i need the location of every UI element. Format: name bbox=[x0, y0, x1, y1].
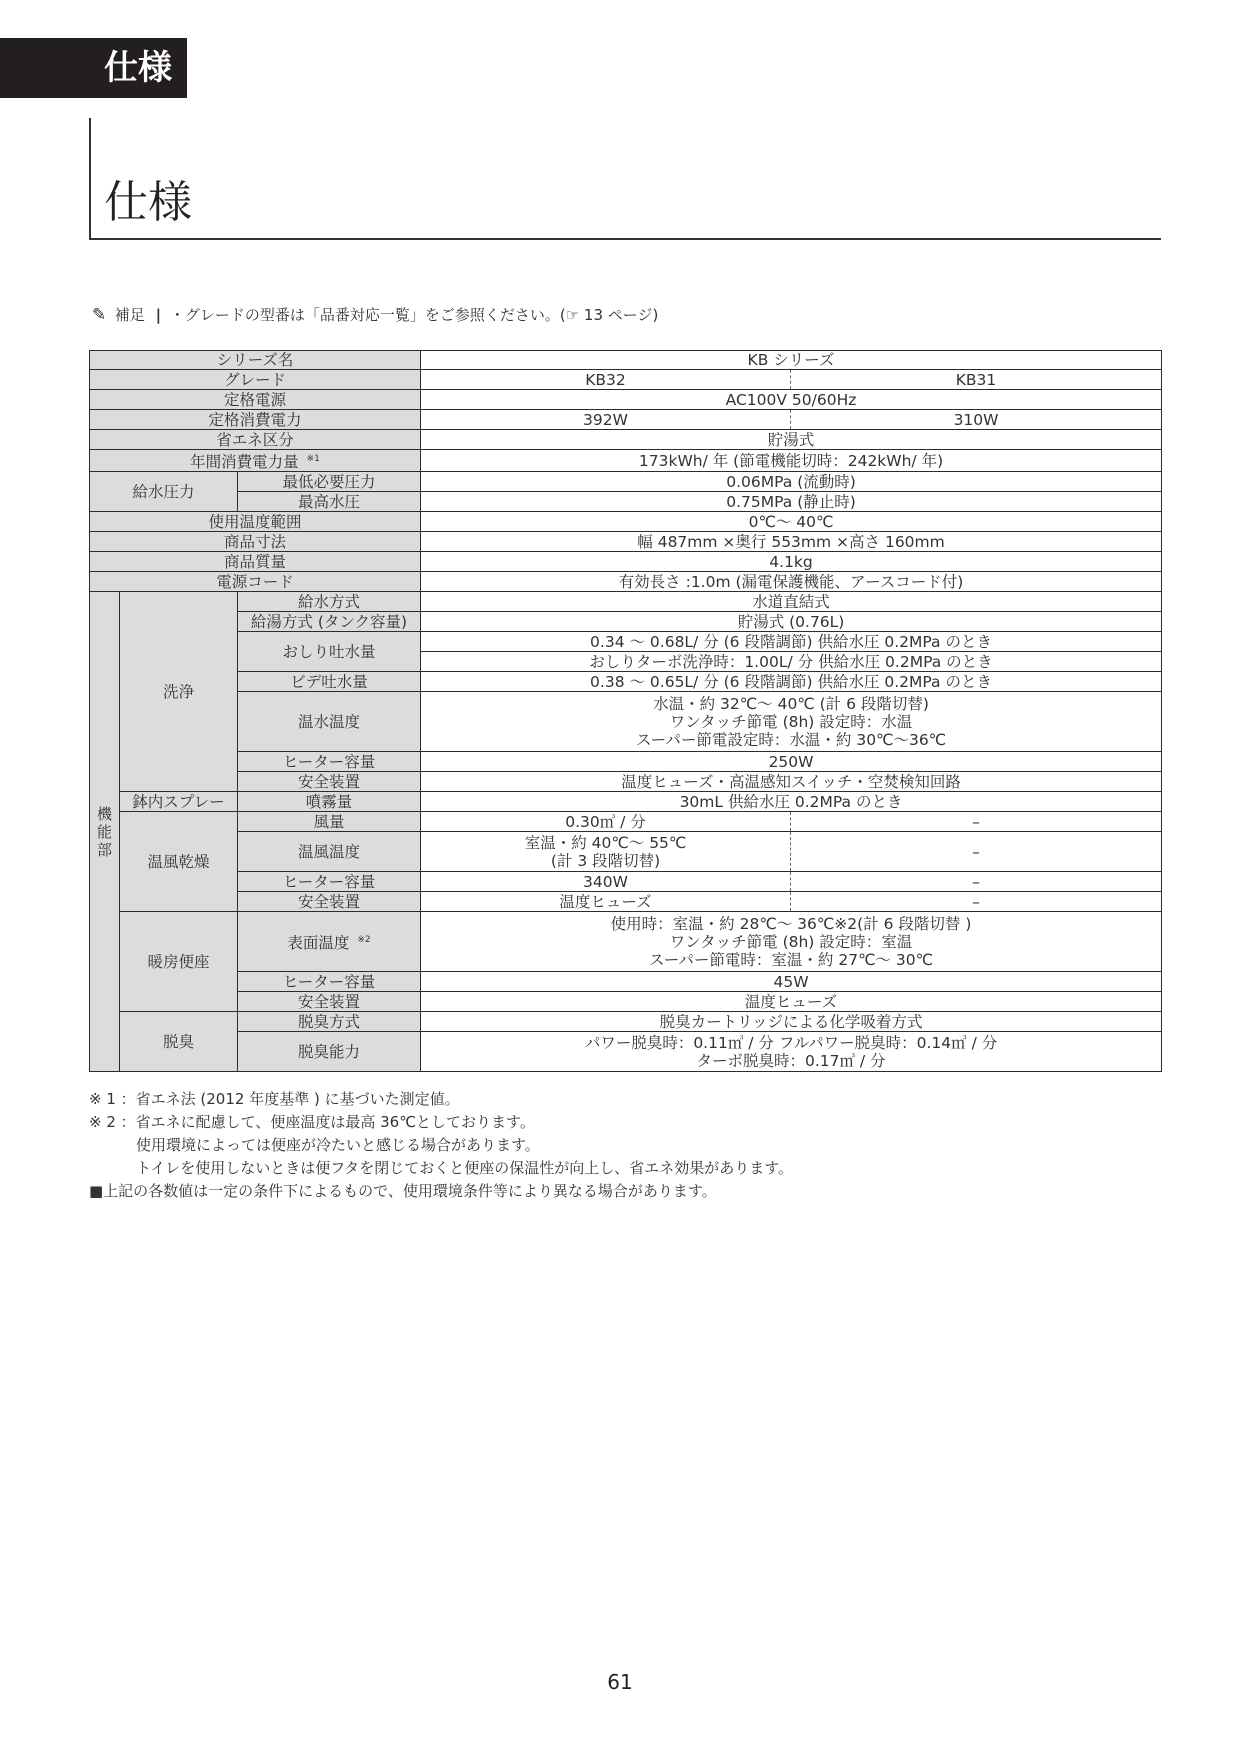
series-label: シリーズ名 bbox=[90, 351, 421, 370]
spray-group-label: 鉢内スプレー bbox=[120, 792, 238, 812]
spec-table bbox=[89, 350, 1162, 1072]
table-row bbox=[90, 632, 1162, 652]
wash-group-label: 洗浄 bbox=[120, 592, 238, 792]
deodor-ability-value: パワー脱臭時：0.11㎥ / 分 フルパワー脱臭時：0.14㎥ / 分 ターボ脱臭時：0.17㎥ / 分 bbox=[421, 1032, 1162, 1072]
dryer-heater-label: ヒーター容量 bbox=[238, 872, 421, 892]
wash-oshiri-line2: おしりターボ洗浄時：1.00L/ 分 供給水圧 0.2MPa のとき bbox=[421, 652, 1162, 672]
table-row bbox=[90, 592, 1162, 612]
section-tab: 仕様 bbox=[0, 38, 187, 98]
wash-safety-value: 温度ヒューズ・高温感知スイッチ・空焚検知回路 bbox=[421, 772, 1162, 792]
wash-water-temp-value: 水温・約 32℃～ 40℃ (計 6 段階切替) ワンタッチ節電 (8h) 設定時：水温 スーパー節電設定時：水温・約 30℃～36℃ bbox=[421, 692, 1162, 752]
annual-label: 年間消費電力量 bbox=[190, 453, 299, 471]
wash-heat-method-value: 貯湯式 (0.76L) bbox=[421, 612, 1162, 632]
weight-label: 商品質量 bbox=[90, 552, 421, 572]
table-row bbox=[90, 430, 1162, 450]
table-row bbox=[90, 832, 1162, 872]
table-row bbox=[90, 792, 1162, 812]
supplement-note bbox=[92, 303, 658, 327]
dryer-heater-kb31: – bbox=[791, 872, 1162, 892]
spray-amount-label: 噴霧量 bbox=[238, 792, 421, 812]
page-title: 仕様 bbox=[104, 177, 192, 228]
seat-safety-label: 安全装置 bbox=[238, 992, 421, 1012]
seat-heater-label: ヒーター容量 bbox=[238, 972, 421, 992]
note-text: ・グレードの型番は「品番対応一覧」をご参照ください。(☞ 13 ページ) bbox=[169, 306, 659, 324]
table-row bbox=[90, 552, 1162, 572]
wash-heater-label: ヒーター容量 bbox=[238, 752, 421, 772]
table-row bbox=[90, 992, 1162, 1012]
page-number: 61 bbox=[607, 1670, 633, 1694]
table-row bbox=[90, 410, 1162, 430]
size-value: 幅 487mm ×奥行 553mm ×高さ 160mm bbox=[421, 532, 1162, 552]
deodor-method-value: 脱臭カートリッジによる化学吸着方式 bbox=[421, 1012, 1162, 1032]
dryer-group-label: 温風乾燥 bbox=[120, 812, 238, 912]
function-section-label: 機 能 部 bbox=[90, 592, 120, 1072]
table-row bbox=[90, 1012, 1162, 1032]
grade-kb32: KB32 bbox=[421, 370, 791, 390]
pressure-label: 給水圧力 bbox=[90, 472, 238, 512]
pressure-max-value: 0.75MPa (静止時) bbox=[421, 492, 1162, 512]
annual-value: 173kWh/ 年 (節電機能切時：242kWh/ 年) bbox=[421, 450, 1162, 472]
title-rule-vertical bbox=[89, 118, 91, 240]
dryer-heater-kb32: 340W bbox=[421, 872, 791, 892]
dryer-air-temp-kb32: 室温・約 40℃～ 55℃ (計 3 段階切替) bbox=[421, 832, 791, 872]
table-row bbox=[90, 572, 1162, 592]
footnote-3: ■上記の各数値は一定の条件下によるもので、使用環境条件等により異なる場合があります。 bbox=[89, 1182, 717, 1200]
wash-supply-value: 水道直結式 bbox=[421, 592, 1162, 612]
note-label: 補足 bbox=[114, 306, 145, 324]
wash-supply-label: 給水方式 bbox=[238, 592, 421, 612]
wash-oshiri-line1: 0.34 ～ 0.68L/ 分 (6 段階調節) 供給水圧 0.2MPa のとき bbox=[421, 632, 1162, 652]
consumption-kb31: 310W bbox=[791, 410, 1162, 430]
cord-label: 電源コード bbox=[90, 572, 421, 592]
table-row bbox=[90, 892, 1162, 912]
wash-bidet-value: 0.38 ～ 0.65L/ 分 (6 段階調節) 供給水圧 0.2MPa のとき bbox=[421, 672, 1162, 692]
pressure-min-value: 0.06MPa (流動時) bbox=[421, 472, 1162, 492]
footnote-2: ※ 2 ：省エネに配慮して、便座温度は最高 36℃としております。 bbox=[89, 1113, 535, 1131]
footnote-2c: トイレを使用しないときは便フタを閉じておくと便座の保温性が向上し、省エネ効果があります。 bbox=[136, 1159, 794, 1177]
power-value: AC100V 50/60Hz bbox=[421, 390, 1162, 410]
consumption-kb32: 392W bbox=[421, 410, 791, 430]
pressure-min-label: 最低必要圧力 bbox=[238, 472, 421, 492]
deodor-group-label: 脱臭 bbox=[120, 1012, 238, 1072]
table-row bbox=[90, 672, 1162, 692]
dryer-airflow-kb32: 0.30㎥ / 分 bbox=[421, 812, 791, 832]
wash-heater-value: 250W bbox=[421, 752, 1162, 772]
wash-bidet-label: ビデ吐水量 bbox=[238, 672, 421, 692]
dryer-safety-label: 安全装置 bbox=[238, 892, 421, 912]
grade-kb31: KB31 bbox=[791, 370, 1162, 390]
eco-value: 貯湯式 bbox=[421, 430, 1162, 450]
temp-range-label: 使用温度範囲 bbox=[90, 512, 421, 532]
seat-footnote-mark: ※2 bbox=[357, 935, 371, 945]
table-row bbox=[90, 972, 1162, 992]
eco-label: 省エネ区分 bbox=[90, 430, 421, 450]
seat-surface-label-cell bbox=[238, 912, 421, 972]
table-row bbox=[90, 492, 1162, 512]
wash-safety-label: 安全装置 bbox=[238, 772, 421, 792]
dryer-air-temp-kb31: – bbox=[791, 832, 1162, 872]
dryer-safety-kb31: – bbox=[791, 892, 1162, 912]
seat-surface-value: 使用時：室温・約 28℃～ 36℃※2(計 6 段階切替 ) ワンタッチ節電 (8h) 設定時：室温 スーパー節電時：室温・約 27℃～ 30℃ bbox=[421, 912, 1162, 972]
table-row bbox=[90, 532, 1162, 552]
deodor-method-label: 脱臭方式 bbox=[238, 1012, 421, 1032]
footnotes bbox=[89, 1088, 793, 1203]
dryer-air-temp-label: 温風温度 bbox=[238, 832, 421, 872]
wash-water-temp-label: 温水温度 bbox=[238, 692, 421, 752]
series-value: KB シリーズ bbox=[421, 351, 1162, 370]
pressure-max-label: 最高水圧 bbox=[238, 492, 421, 512]
dryer-safety-kb32: 温度ヒューズ bbox=[421, 892, 791, 912]
power-label: 定格電源 bbox=[90, 390, 421, 410]
seat-safety-value: 温度ヒューズ bbox=[421, 992, 1162, 1012]
grade-label: グレード bbox=[90, 370, 421, 390]
temp-range-value: 0℃～ 40℃ bbox=[421, 512, 1162, 532]
weight-value: 4.1kg bbox=[421, 552, 1162, 572]
annual-label-cell bbox=[90, 450, 421, 472]
note-divider: | bbox=[155, 306, 162, 324]
table-row bbox=[90, 812, 1162, 832]
table-row bbox=[90, 752, 1162, 772]
table-row bbox=[90, 1032, 1162, 1072]
table-row bbox=[90, 370, 1162, 390]
annual-footnote-mark: ※1 bbox=[306, 454, 320, 464]
spray-amount-value: 30mL 供給水圧 0.2MPa のとき bbox=[421, 792, 1162, 812]
table-row bbox=[90, 912, 1162, 972]
wash-oshiri-label: おしり吐水量 bbox=[238, 632, 421, 672]
title-rule-horizontal bbox=[89, 238, 1161, 240]
wash-heat-method-label: 給湯方式 (タンク容量) bbox=[238, 612, 421, 632]
table-row bbox=[90, 512, 1162, 532]
table-row bbox=[90, 612, 1162, 632]
footnote-2b: 使用環境によっては便座が冷たいと感じる場合があります。 bbox=[136, 1136, 540, 1154]
table-row bbox=[90, 872, 1162, 892]
cord-value: 有効長さ :1.0m (漏電保護機能、アースコード付) bbox=[421, 572, 1162, 592]
seat-heater-value: 45W bbox=[421, 972, 1162, 992]
dryer-airflow-label: 風量 bbox=[238, 812, 421, 832]
seat-group-label: 暖房便座 bbox=[120, 912, 238, 1012]
table-row bbox=[90, 351, 1162, 370]
consumption-label: 定格消費電力 bbox=[90, 410, 421, 430]
deodor-ability-label: 脱臭能力 bbox=[238, 1032, 421, 1072]
table-row bbox=[90, 390, 1162, 410]
table-row bbox=[90, 772, 1162, 792]
table-row bbox=[90, 472, 1162, 492]
seat-surface-label: 表面温度 bbox=[287, 934, 350, 952]
size-label: 商品寸法 bbox=[90, 532, 421, 552]
footnote-1: ※ 1 ：省エネ法 (2012 年度基準 ) に基づいた測定値。 bbox=[89, 1090, 460, 1108]
table-row bbox=[90, 450, 1162, 472]
dryer-airflow-kb31: – bbox=[791, 812, 1162, 832]
table-row bbox=[90, 692, 1162, 752]
pencil-icon: ✎ bbox=[92, 305, 107, 325]
